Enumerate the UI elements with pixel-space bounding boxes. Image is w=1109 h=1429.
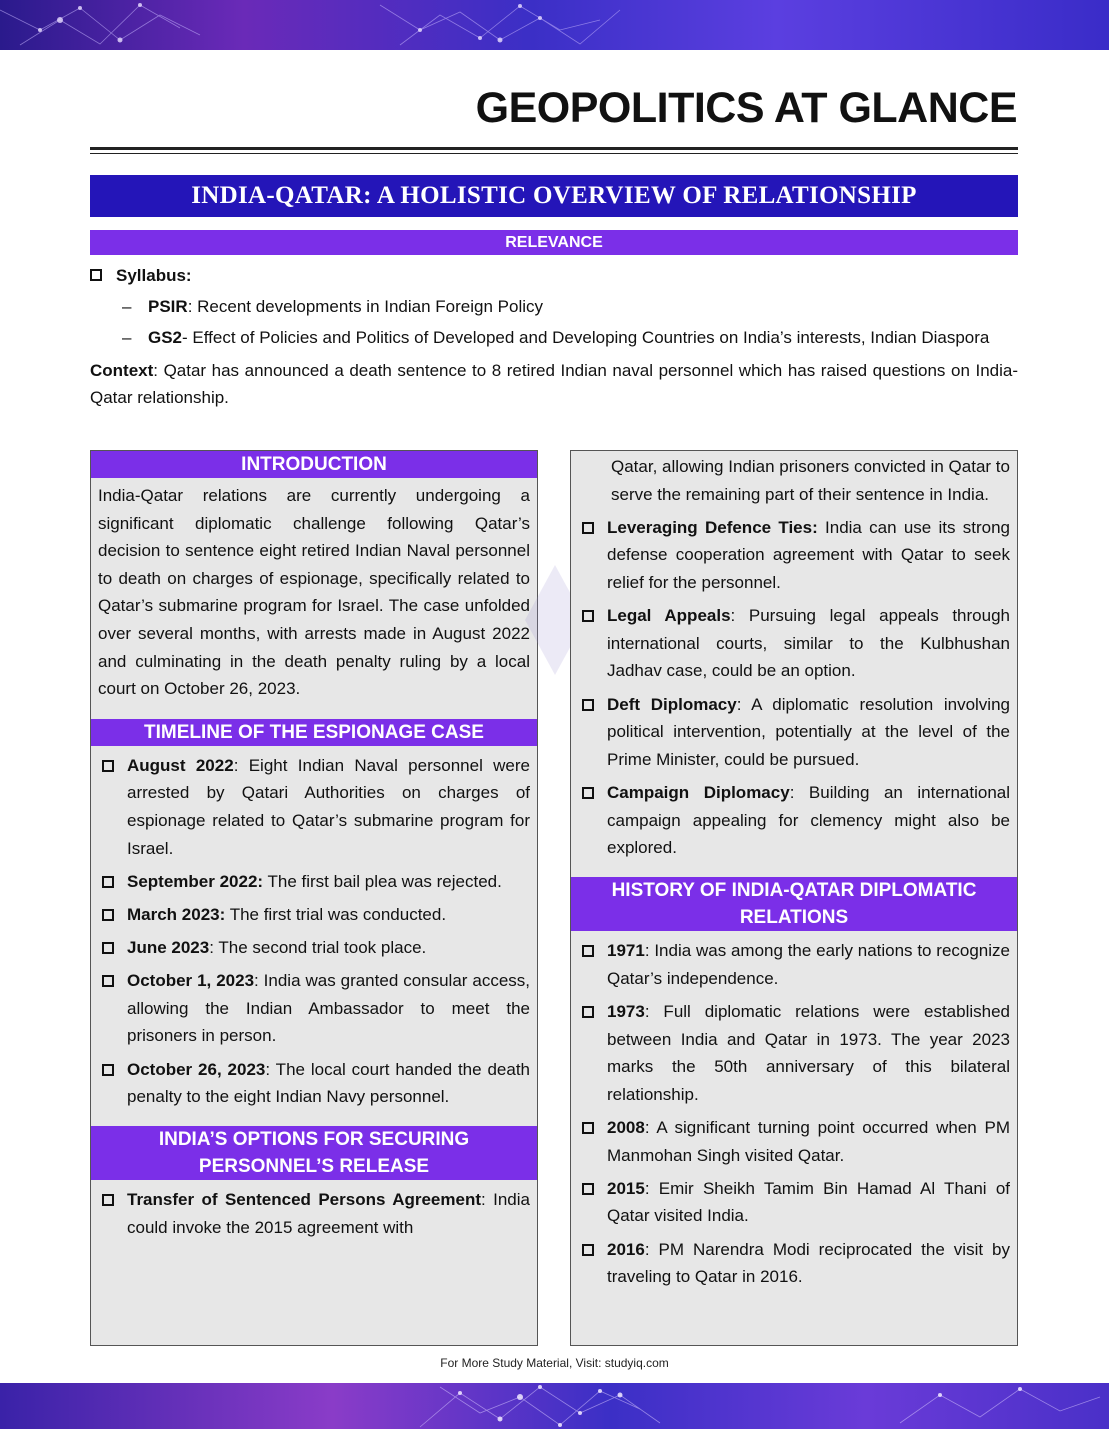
item-label: 1971: [607, 941, 645, 961]
item-text: : PM Narendra Modi reciprocated the visit by traveling to Qatar in 2016.: [607, 1239, 1010, 1287]
list-item: [98, 868, 530, 896]
checkbox-bullet-icon: [102, 876, 114, 888]
checkbox-bullet-icon: [102, 760, 114, 772]
checkbox-bullet-icon: [582, 1183, 594, 1195]
item-label: Deft Diplomacy: [607, 694, 737, 714]
checkbox-bullet-icon: [582, 1244, 594, 1256]
list-item: [578, 779, 1010, 862]
item-label: August 2022: [127, 755, 234, 775]
item-label: Leveraging Defence Ties:: [607, 517, 818, 537]
syllabus-text: : Recent developments in Indian Foreign Policy: [187, 297, 543, 316]
checkbox-bullet-icon: [102, 942, 114, 954]
item-label: 2015: [607, 1178, 645, 1198]
footer-text: For More Study Material, Visit: studyiq.com: [440, 1356, 669, 1370]
context-text: : Qatar has announced a death sentence to 8 retired Indian naval personnel which has raised questions on India-Qatar relationship.: [90, 361, 1018, 407]
item-text: Qatar, allowing Indian prisoners convicted in Qatar to serve the remaining part of their sentence in India.: [611, 457, 1010, 504]
introduction-heading: INTRODUCTION: [91, 451, 537, 478]
history-list: [571, 931, 1017, 1306]
list-item: [98, 967, 530, 1050]
dash-bullet: –: [122, 328, 132, 347]
item-text: : Pursuing legal appeals through international courts, similar to the Kulbhushan Jadhav case, could be an option.: [607, 606, 1010, 681]
syllabus-subitem: [122, 324, 1018, 351]
options-heading: INDIA’S OPTIONS FOR SECURING PERSONNEL’S RELEASE: [91, 1126, 537, 1180]
relevance-block: [90, 262, 1018, 411]
list-item: [98, 752, 530, 862]
item-text: : Full diplomatic relations were established between India and Qatar in 1973. The year 2023 marks the 50th anniversary of this bilateral relationship.: [607, 1002, 1010, 1104]
list-item: [98, 1056, 530, 1111]
item-label: 1973: [607, 1002, 645, 1022]
checkbox-bullet-icon: [582, 699, 594, 711]
item-text: : Eight Indian Naval personnel were arrested by Qatari Authorities on charges of espionage related to Qatar’s submarine program for Israel.: [127, 755, 530, 858]
checkbox-bullet-icon: [582, 945, 594, 957]
list-item: [578, 453, 1010, 508]
checkbox-bullet-icon: [102, 909, 114, 921]
checkbox-bullet-icon: [582, 522, 594, 534]
item-label: Campaign Diplomacy: [607, 782, 790, 802]
left-column-panel: [90, 450, 538, 1346]
item-label: October 26, 2023: [127, 1059, 266, 1079]
checkbox-bullet-icon: [582, 1122, 594, 1134]
item-text: : The second trial took place.: [209, 938, 427, 958]
item-label: September 2022:: [127, 871, 264, 891]
checkbox-bullet-icon: [582, 787, 594, 799]
timeline-list: [91, 746, 537, 1127]
checkbox-bullet-icon: [582, 1006, 594, 1018]
syllabus-label: Syllabus:: [116, 266, 192, 285]
item-text: : India was among the early nations to recognize Qatar’s independence.: [607, 941, 1010, 988]
list-item: [98, 934, 530, 962]
item-label: Legal Appeals: [607, 606, 731, 626]
introduction-text: India-Qatar relations are currently undergoing a significant diplomatic challenge following Qatar’s decision to sentence eight retired Indian Naval personnel to death on charges of espionage, specifically related to Qatar’s submarine program for Israel. The case unfolded over several months, with arrests made in August 2022 and culminating in the death penalty ruling by a local court on October 26, 2023.: [98, 486, 530, 699]
checkbox-bullet-icon: [102, 975, 114, 987]
checkbox-bullet-icon: [90, 269, 102, 281]
title-rule-thick: [90, 147, 1018, 150]
history-heading: HISTORY OF INDIA-QATAR DIPLOMATIC RELATIONS: [571, 877, 1017, 931]
list-item: [578, 514, 1010, 597]
dash-bullet: –: [122, 297, 132, 316]
item-text: : The local court handed the death penalty to the eight Indian Navy personnel.: [127, 1059, 530, 1107]
item-label: 2008: [607, 1118, 645, 1138]
syllabus-code: GS2: [148, 328, 183, 347]
item-text: The first trial was conducted.: [225, 904, 447, 924]
item-label: 2016: [607, 1239, 645, 1259]
context-label: Context: [90, 361, 154, 380]
item-text: India can use its strong defense cooperation agreement with Qatar to seek relief for the personnel.: [607, 517, 1011, 592]
list-item: [98, 901, 530, 929]
options-list: [91, 1180, 537, 1257]
checkbox-bullet-icon: [582, 610, 594, 622]
list-item: [578, 1114, 1010, 1169]
item-label: March 2023:: [127, 904, 226, 924]
list-item: [578, 691, 1010, 774]
checkbox-bullet-icon: [102, 1064, 114, 1076]
item-label: October 1, 2023: [127, 971, 255, 991]
item-label: Transfer of Sentenced Persons Agreement: [127, 1190, 481, 1210]
checkbox-bullet-icon: [102, 1194, 114, 1206]
options-list-continued: [571, 451, 1017, 877]
list-item: [578, 602, 1010, 685]
syllabus-subitem: [122, 293, 1018, 320]
list-item: [578, 937, 1010, 992]
item-text: : India could invoke the 2015 agreement with: [127, 1190, 530, 1238]
list-item: [578, 1236, 1010, 1291]
item-text: : A significant turning point occurred when PM Manmohan Singh visited Qatar.: [607, 1118, 1010, 1165]
bottom-banner: [0, 1383, 1109, 1429]
context-paragraph: [90, 357, 1018, 411]
title-rule-thin: [90, 153, 1018, 154]
syllabus-text: - Effect of Policies and Politics of Developed and Developing Countries on India’s interests, Indian Diaspora: [182, 328, 990, 347]
item-text: The first bail plea was rejected.: [263, 871, 502, 891]
network-pattern-icon: [0, 0, 1109, 50]
syllabus-code: PSIR: [148, 297, 188, 316]
network-pattern-icon: [0, 1383, 1109, 1429]
article-title: INDIA-QATAR: A HOLISTIC OVERVIEW OF RELATIONSHIP: [90, 175, 1018, 217]
list-item: [578, 1175, 1010, 1230]
item-text: : India was granted consular access, allowing the Indian Ambassador to meet the prisoners in person.: [127, 971, 531, 1046]
timeline-heading: TIMELINE OF THE ESPIONAGE CASE: [91, 719, 537, 746]
syllabus-item: [90, 262, 1018, 289]
top-banner: [0, 0, 1109, 50]
list-item: [578, 998, 1010, 1108]
list-item: [98, 1186, 530, 1241]
page-title: GEOPOLITICS AT GLANCE: [475, 84, 1017, 132]
item-text: : Building an international campaign appealing for clemency might also be explored.: [607, 782, 1010, 858]
item-label: June 2023: [127, 938, 210, 958]
relevance-heading: RELEVANCE: [90, 230, 1018, 255]
item-text: : Emir Sheikh Tamim Bin Hamad Al Thani of Qatar visited India.: [607, 1178, 1010, 1226]
right-column-panel: [570, 450, 1018, 1346]
item-text: : A diplomatic resolution involving political intervention, potentially at the level of the Prime Minister, could be pursued.: [607, 694, 1010, 769]
